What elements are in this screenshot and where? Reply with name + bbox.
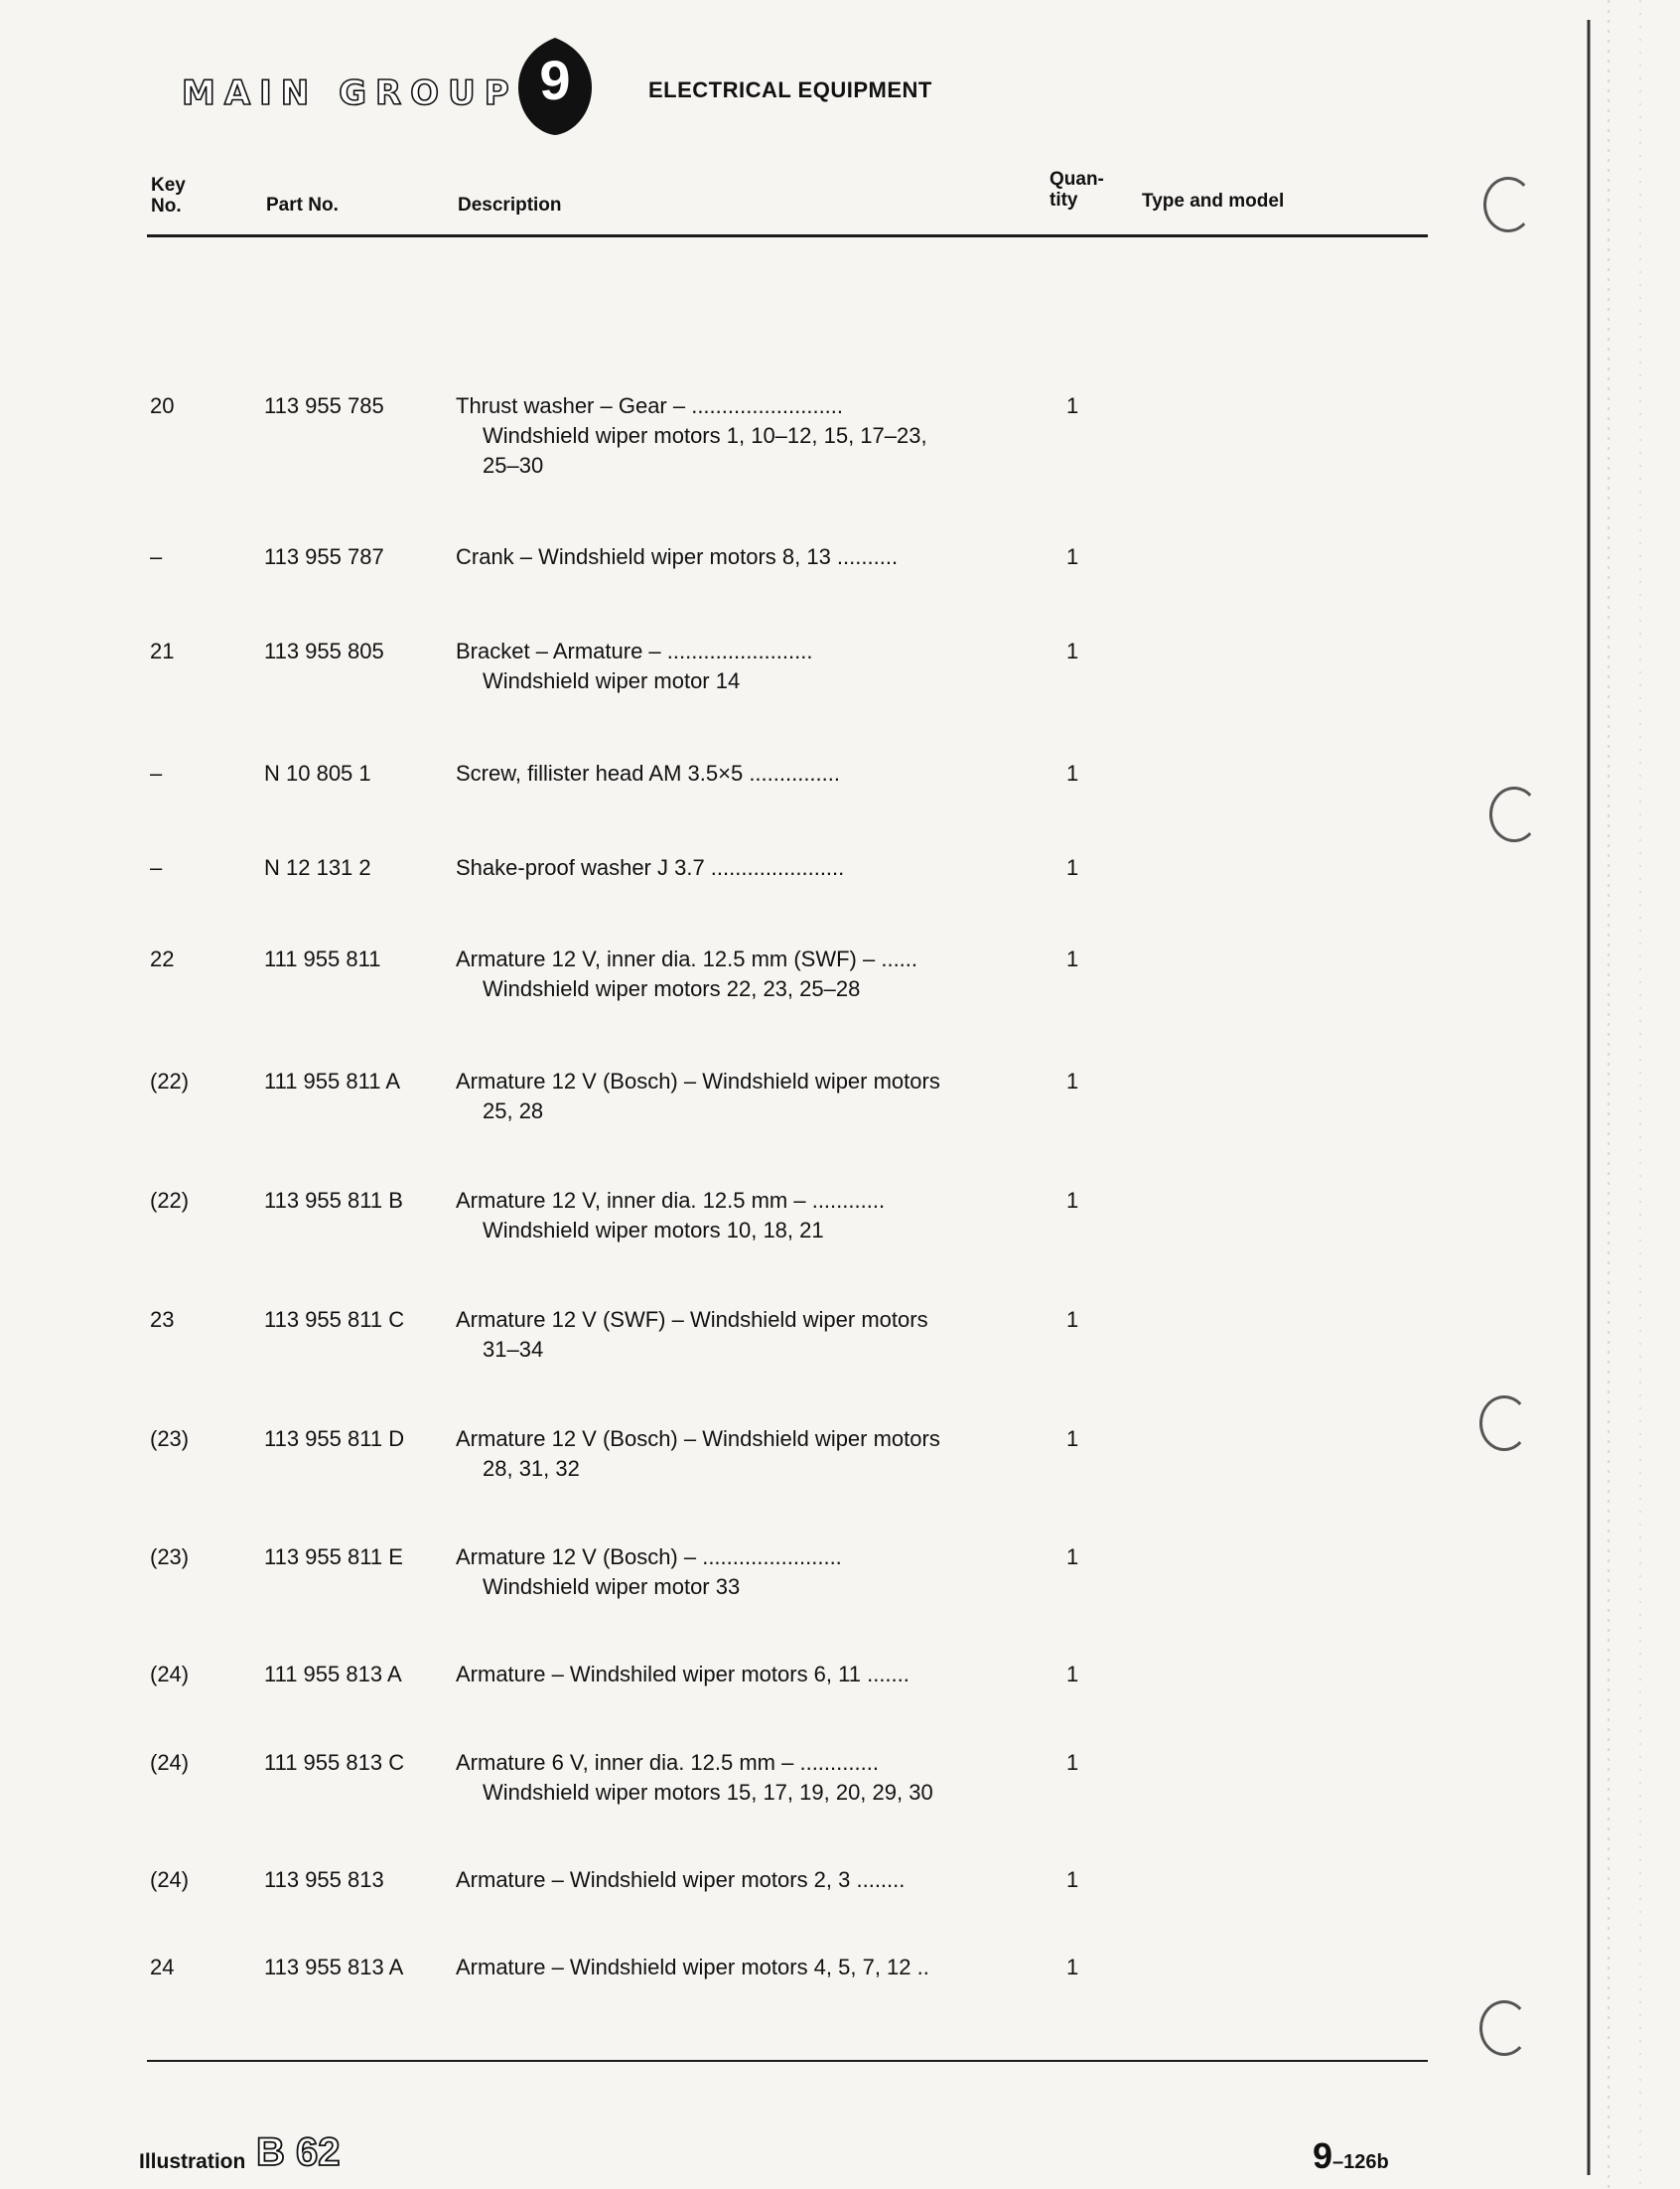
part-no: 111 955 813 A: [264, 1662, 402, 1686]
part-no: 113 955 811 E: [264, 1544, 403, 1569]
column-header-key-line2: No.: [151, 196, 182, 217]
description-line1: Armature 12 V, inner dia. 12.5 mm – ............: [456, 1188, 886, 1213]
page-number-sub: –126b: [1332, 2151, 1389, 2173]
description-line1: Screw, fillister head AM 3.5×5 ...............: [456, 761, 840, 786]
column-header-quantity: [1050, 169, 1104, 211]
section-title: ELECTRICAL EQUIPMENT: [648, 77, 932, 102]
description: [456, 1865, 1032, 1895]
key-no: 21: [150, 639, 175, 663]
quantity: 1: [1066, 1662, 1079, 1686]
header-rule: [147, 234, 1428, 237]
description-line1: Armature 12 V (SWF) – Windshield wiper motors: [456, 1307, 928, 1332]
description: [456, 1424, 1032, 1484]
part-no: 113 955 811 C: [264, 1307, 405, 1332]
column-header-key-line1: Key: [151, 175, 186, 196]
part-no: 113 955 813 A: [264, 1955, 404, 1979]
quantity: 1: [1066, 1544, 1079, 1569]
part-no: 113 955 805: [264, 639, 384, 663]
description: [456, 1305, 1032, 1365]
key-no: (23): [150, 1544, 190, 1569]
description: [456, 637, 1032, 696]
quantity: 1: [1066, 855, 1079, 880]
quantity: 1: [1066, 639, 1079, 663]
column-header-description: Description: [458, 195, 562, 216]
description: [456, 1953, 1032, 1982]
description: [456, 1067, 1032, 1126]
description-line1: Shake-proof washer J 3.7 ......................: [456, 855, 845, 880]
page-number-main: 9: [1313, 2135, 1333, 2176]
description-line2: 25, 28: [483, 1098, 544, 1123]
description: [456, 853, 1032, 883]
key-no: 22: [150, 947, 175, 971]
column-header-type-model: Type and model: [1142, 191, 1285, 212]
description: [456, 542, 1032, 572]
quantity: 1: [1066, 947, 1079, 971]
main-group-heading: MAIN GROUP: [182, 73, 518, 113]
part-no: 111 955 811 A: [264, 1069, 401, 1094]
column-header-qty-line2: tity: [1050, 190, 1078, 211]
description: [456, 1186, 1032, 1245]
description-line2: 28, 31, 32: [483, 1456, 580, 1481]
quantity: 1: [1066, 1307, 1079, 1332]
punch-hole-icon: [1489, 787, 1539, 842]
description-line2: Windshield wiper motors 15, 17, 19, 20, 29, 30: [483, 1780, 933, 1805]
description: [456, 1748, 1032, 1808]
group-number: 9: [539, 49, 571, 111]
description-line2: Windshield wiper motor 14: [483, 668, 741, 693]
description-line2: Windshield wiper motors 1, 10–12, 15, 17–23,: [483, 423, 927, 448]
key-no: –: [150, 761, 163, 786]
punch-hole-icon: [1479, 2000, 1529, 2056]
description: [456, 759, 1032, 789]
column-header-key-no: [151, 175, 186, 217]
key-no: 24: [150, 1955, 175, 1979]
key-no: –: [150, 855, 163, 880]
key-no: 20: [150, 393, 175, 418]
description-line1: Armature – Windshield wiper motors 2, 3 ........: [456, 1867, 906, 1892]
column-header-part-no: Part No.: [266, 195, 339, 216]
description-line2: Windshield wiper motor 33: [483, 1574, 741, 1599]
key-no: (24): [150, 1750, 190, 1775]
description-line1: Armature 6 V, inner dia. 12.5 mm – .............: [456, 1750, 879, 1775]
key-no: 23: [150, 1307, 175, 1332]
part-no: N 10 805 1: [264, 761, 371, 786]
illustration-code: B 62: [256, 2130, 341, 2174]
description-line1: Armature 12 V, inner dia. 12.5 mm (SWF) – ......: [456, 947, 918, 971]
quantity: 1: [1066, 544, 1079, 569]
quantity: 1: [1066, 1955, 1079, 1979]
part-no: N 12 131 2: [264, 855, 371, 880]
footer-rule: [147, 2060, 1428, 2062]
key-no: (22): [150, 1069, 190, 1094]
description-line1: Armature – Windshiled wiper motors 6, 11 .......: [456, 1662, 910, 1686]
part-no: 113 955 811 B: [264, 1188, 403, 1213]
description-line1: Crank – Windshield wiper motors 8, 13 ..........: [456, 544, 899, 569]
description: [456, 1542, 1032, 1602]
quantity: 1: [1066, 761, 1079, 786]
punch-hole-icon: [1479, 1395, 1529, 1451]
description-line1: Armature 12 V (Bosch) – Windshield wiper motors: [456, 1069, 940, 1094]
description-line2: 31–34: [483, 1337, 544, 1362]
part-no: 113 955 787: [264, 544, 384, 569]
quantity: 1: [1066, 1069, 1079, 1094]
quantity: 1: [1066, 393, 1079, 418]
part-no: 111 955 813 C: [264, 1750, 405, 1775]
description-line1: Bracket – Armature – ........................: [456, 639, 813, 663]
key-no: (24): [150, 1662, 190, 1686]
description-line1: Armature – Windshield wiper motors 4, 5, 7, 12 ..: [456, 1955, 929, 1979]
punch-hole-icon: [1483, 177, 1533, 232]
part-no: 113 955 811 D: [264, 1426, 405, 1451]
part-no: 113 955 813: [264, 1867, 384, 1892]
binding-edge-icon: [1581, 0, 1680, 2189]
key-no: (23): [150, 1426, 190, 1451]
quantity: 1: [1066, 1426, 1079, 1451]
key-no: (24): [150, 1867, 190, 1892]
part-no: 113 955 785: [264, 393, 384, 418]
description-line1: Armature 12 V (Bosch) – .......................: [456, 1544, 842, 1569]
description-line3: 25–30: [483, 453, 544, 478]
description: [456, 945, 1032, 1004]
description-line2: Windshield wiper motors 22, 23, 25–28: [483, 976, 861, 1001]
illustration-label: Illustration: [139, 2150, 246, 2173]
group-number-badge: [516, 36, 594, 137]
key-no: (22): [150, 1188, 190, 1213]
column-header-qty-line1: Quan-: [1050, 169, 1104, 190]
quantity: 1: [1066, 1867, 1079, 1892]
part-no: 111 955 811: [264, 947, 381, 971]
description-line2: Windshield wiper motors 10, 18, 21: [483, 1218, 824, 1242]
description: [456, 1660, 1032, 1689]
description-line1: Thrust washer – Gear – .........................: [456, 393, 844, 418]
page-number: [1313, 2135, 1389, 2177]
key-no: –: [150, 544, 163, 569]
description-line1: Armature 12 V (Bosch) – Windshield wiper motors: [456, 1426, 940, 1451]
quantity: 1: [1066, 1750, 1079, 1775]
quantity: 1: [1066, 1188, 1079, 1213]
description: [456, 391, 1032, 481]
